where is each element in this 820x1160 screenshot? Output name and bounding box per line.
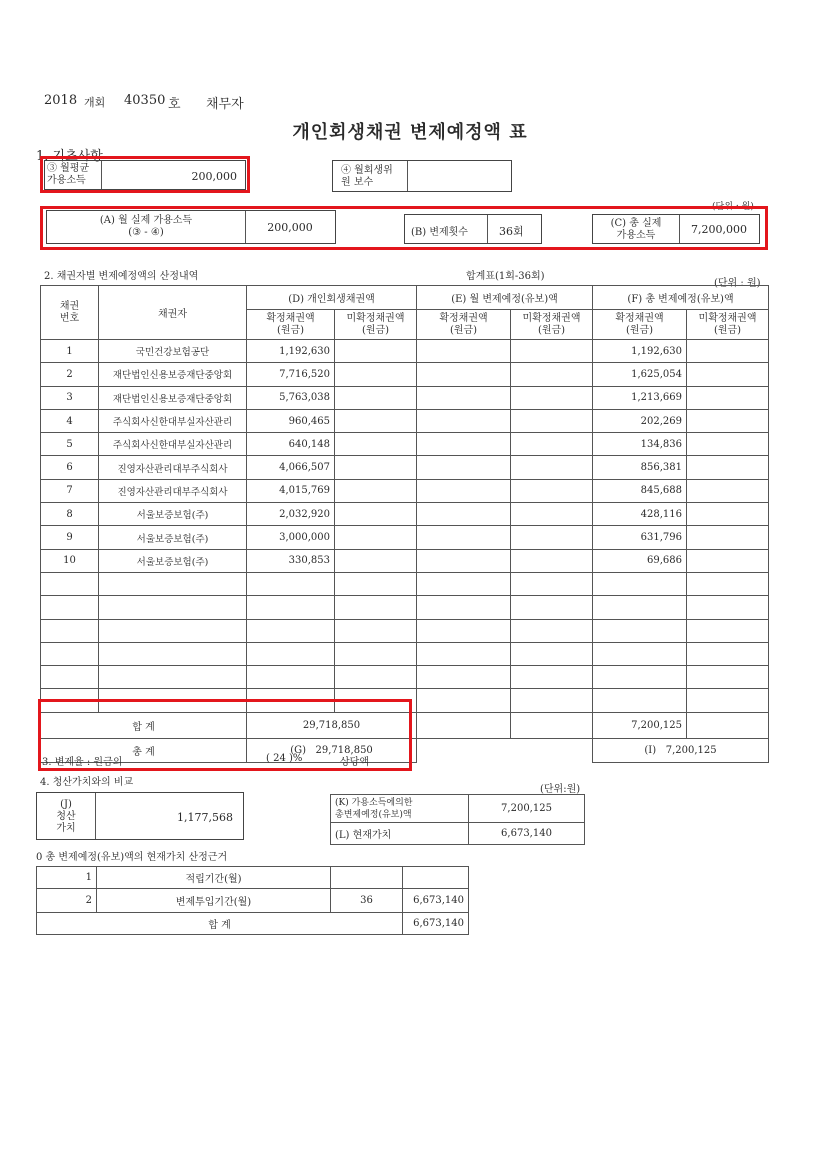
header-e-unconfirmed: 미확정채권액 (원금) — [511, 310, 593, 340]
creditor-cell-e1 — [417, 619, 511, 642]
section2-subtitle: 합계표(1회-36회) — [466, 271, 545, 282]
comparison-table — [330, 794, 585, 845]
l-value: 6,673,140 — [469, 823, 585, 845]
creditor-cell-d1: 2,032,920 — [247, 503, 335, 526]
pv-row-value — [403, 867, 469, 889]
table-row — [37, 889, 469, 913]
creditor-cell-name — [99, 666, 247, 689]
creditor-cell-f2 — [687, 549, 769, 572]
header-case-no: 40350 — [124, 93, 166, 108]
header-f: (F) 총 변제예정(유보)액 — [593, 286, 769, 310]
highlight-available-income-row — [40, 206, 768, 250]
creditor-cell-f2 — [687, 456, 769, 479]
creditor-cell-no — [41, 619, 99, 642]
creditor-cell-f2 — [687, 596, 769, 619]
repayment-rate-label: 3. 변제율 : 원금의 — [42, 757, 123, 768]
available-income-label: (A) 월 실제 가용소득 (③ - ④) — [99, 215, 193, 238]
header-year: 2018 — [44, 93, 78, 108]
present-value-table — [36, 866, 469, 935]
table-row — [41, 572, 769, 595]
pv-row-label: 변제투입기간(월) — [97, 889, 331, 913]
creditor-cell-d2 — [335, 526, 417, 549]
creditor-cell-d2 — [335, 479, 417, 502]
section2-unit: (단위 : 원) — [714, 278, 761, 289]
creditor-cell-name: 국민건강보험공단 — [99, 340, 247, 363]
creditor-cell-f1: 631,796 — [593, 526, 687, 549]
creditor-cell-f1 — [593, 596, 687, 619]
creditor-cell-e2 — [511, 479, 593, 502]
creditor-cell-name: 주식회사신한대부실자산관리 — [99, 433, 247, 456]
creditor-cell-name: 서울보증보험(주) — [99, 526, 247, 549]
creditor-cell-e2 — [511, 642, 593, 665]
trustee-fee-box — [332, 160, 512, 192]
creditor-cell-f1: 134,836 — [593, 433, 687, 456]
table-row — [41, 363, 769, 386]
creditor-cell-name — [99, 619, 247, 642]
creditor-cell-f1 — [593, 619, 687, 642]
table-row — [41, 642, 769, 665]
creditor-cell-e2 — [511, 409, 593, 432]
header-e: (E) 월 변제예정(유보)액 — [417, 286, 593, 310]
pv-sum-value: 6,673,140 — [403, 913, 469, 935]
creditor-cell-e1 — [417, 689, 511, 712]
creditor-cell-e2 — [511, 363, 593, 386]
pv-row-no: 2 — [37, 889, 97, 913]
repayment-count-value: 36회 — [499, 225, 524, 238]
total-label: 총 계 — [41, 738, 247, 762]
liquidation-value-label: (J) 청산 가치 — [56, 799, 76, 834]
creditor-cell-no: 6 — [41, 456, 99, 479]
creditor-cell-f1: 845,688 — [593, 479, 687, 502]
creditor-cell-d1: 1,192,630 — [247, 340, 335, 363]
highlight-monthly-income — [40, 156, 250, 193]
header-f-confirmed: 확정채권액 (원금) — [593, 310, 687, 340]
repayment-rate-value: ( 24 )% — [266, 753, 303, 764]
header-debtor: 채무자 — [206, 97, 244, 112]
creditor-cell-d1 — [247, 596, 335, 619]
creditor-cell-f1: 202,269 — [593, 409, 687, 432]
creditor-cell-f2 — [687, 619, 769, 642]
pv-row-label: 적립기간(월) — [97, 867, 331, 889]
creditor-cell-f1 — [593, 572, 687, 595]
pv-row-months — [331, 867, 403, 889]
creditor-cell-f2 — [687, 572, 769, 595]
section5-title: 0 총 변제예정(유보)액의 현재가치 산정근거 — [36, 852, 228, 863]
table-row — [41, 340, 769, 363]
creditor-cell-name: 진영자산관리대부주식회사 — [99, 456, 247, 479]
header-ho: 호 — [168, 97, 181, 112]
creditor-cell-f2 — [687, 433, 769, 456]
creditor-cell-no: 3 — [41, 386, 99, 409]
creditor-cell-e1 — [417, 596, 511, 619]
creditor-cell-f2 — [687, 363, 769, 386]
creditor-cell-e2 — [511, 549, 593, 572]
creditor-cell-no: 7 — [41, 479, 99, 502]
total-available-income-value: 7,200,000 — [691, 223, 747, 236]
creditor-cell-name: 서울보증보험(주) — [99, 503, 247, 526]
creditor-cell-f1 — [593, 666, 687, 689]
creditor-cell-d2 — [335, 642, 417, 665]
creditor-cell-d2 — [335, 456, 417, 479]
total-i-label: (I) — [644, 744, 657, 756]
table-row — [41, 433, 769, 456]
creditor-cell-e1 — [417, 549, 511, 572]
total-i-value: 7,200,125 — [665, 744, 717, 756]
subtotal-label: 합 계 — [41, 712, 247, 738]
creditor-cell-e2 — [511, 456, 593, 479]
total-g-label: (G) — [290, 744, 306, 756]
section4-unit: (단위:원) — [540, 784, 581, 795]
creditor-cell-e2 — [511, 666, 593, 689]
creditor-cell-f1: 69,686 — [593, 549, 687, 572]
creditor-cell-no: 8 — [41, 503, 99, 526]
creditor-cell-no — [41, 596, 99, 619]
creditor-cell-f2 — [687, 642, 769, 665]
creditor-cell-d2 — [335, 619, 417, 642]
header-d-confirmed: 확정채권액 (원금) — [247, 310, 335, 340]
creditor-cell-no — [41, 642, 99, 665]
creditor-cell-e2 — [511, 689, 593, 712]
creditor-cell-d2 — [335, 340, 417, 363]
table-row — [41, 549, 769, 572]
header-kaehoe: 개회 — [84, 96, 106, 109]
creditor-cell-name — [99, 642, 247, 665]
pv-row-no: 1 — [37, 867, 97, 889]
total-value: 29,718,850 — [315, 744, 373, 756]
creditor-cell-d1: 330,853 — [247, 549, 335, 572]
table-row — [41, 526, 769, 549]
header-d-unconfirmed: 미확정채권액 (원금) — [335, 310, 417, 340]
creditor-cell-no: 1 — [41, 340, 99, 363]
section2-title: 2. 채권자별 변제예정액의 산정내역 — [44, 271, 199, 282]
creditor-cell-e1 — [417, 503, 511, 526]
monthly-income-label: ③ 월평균 가용소득 — [47, 163, 90, 186]
header-creditor-no: 채권 번호 — [41, 286, 99, 340]
creditor-cell-no: 10 — [41, 549, 99, 572]
highlight-totals — [38, 699, 412, 771]
liquidation-value: 1,177,568 — [177, 811, 233, 824]
creditor-cell-d1: 7,716,520 — [247, 363, 335, 386]
table-row — [41, 456, 769, 479]
header-d: (D) 개인회생채권액 — [247, 286, 417, 310]
creditor-cell-e2 — [511, 503, 593, 526]
creditor-cell-e2 — [511, 596, 593, 619]
creditor-cell-d1 — [247, 642, 335, 665]
creditor-cell-f2 — [687, 340, 769, 363]
total-available-income-label: (C) 총 실제 가용소득 — [610, 218, 662, 241]
creditor-cell-d1: 5,763,038 — [247, 386, 335, 409]
table-row — [41, 666, 769, 689]
creditor-cell-name: 재단법인신용보증재단중앙회 — [99, 363, 247, 386]
creditor-cell-name: 재단법인신용보증재단중앙회 — [99, 386, 247, 409]
subtotal-value: 29,718,850 — [247, 712, 417, 738]
creditor-cell-f1: 1,192,630 — [593, 340, 687, 363]
creditor-cell-f2 — [687, 503, 769, 526]
creditor-cell-f2 — [687, 386, 769, 409]
creditor-cell-f2 — [687, 409, 769, 432]
creditor-cell-no: 4 — [41, 409, 99, 432]
header-creditor: 채권자 — [99, 286, 247, 340]
creditor-cell-e1 — [417, 363, 511, 386]
creditor-cell-d2 — [335, 572, 417, 595]
creditor-cell-e2 — [511, 526, 593, 549]
creditor-cell-d2 — [335, 433, 417, 456]
table-row — [41, 479, 769, 502]
pv-sum-label: 합 계 — [37, 913, 403, 935]
section1-title: 1. 기초사항 — [36, 149, 103, 164]
creditor-cell-f1: 428,116 — [593, 503, 687, 526]
creditor-cell-d1 — [247, 666, 335, 689]
creditor-cell-name: 진영자산관리대부주식회사 — [99, 479, 247, 502]
table-row — [41, 409, 769, 432]
creditor-cell-name — [99, 596, 247, 619]
table-row — [41, 619, 769, 642]
header-e-confirmed: 확정채권액 (원금) — [417, 310, 511, 340]
document-title: 개인회생채권 변제예정액 표 — [292, 122, 528, 143]
creditor-cell-e1 — [417, 572, 511, 595]
creditor-cell-d2 — [335, 666, 417, 689]
k-label: (K) 가용소득에의한 총변제예정(유보)액 — [331, 795, 469, 823]
available-income-value: 200,000 — [267, 221, 313, 234]
creditor-cell-e1 — [417, 386, 511, 409]
creditor-cell-d1: 4,066,507 — [247, 456, 335, 479]
creditor-cell-name: 주식회사신한대부실자산관리 — [99, 409, 247, 432]
creditor-cell-d1: 3,000,000 — [247, 526, 335, 549]
pv-row-months: 36 — [331, 889, 403, 913]
creditor-table — [40, 285, 769, 763]
creditor-cell-e2 — [511, 340, 593, 363]
creditor-cell-e1 — [417, 526, 511, 549]
l-label: (L) 현재가치 — [331, 823, 469, 845]
subtotal-f: 7,200,125 — [593, 712, 687, 738]
creditor-cell-e1 — [417, 642, 511, 665]
monthly-income-value: 200,000 — [191, 170, 237, 183]
creditor-cell-e1 — [417, 340, 511, 363]
table-row — [41, 596, 769, 619]
creditor-cell-no — [41, 666, 99, 689]
creditor-cell-e1 — [417, 456, 511, 479]
creditor-cell-name — [99, 572, 247, 595]
creditor-cell-d1: 640,148 — [247, 433, 335, 456]
creditor-cell-e2 — [511, 386, 593, 409]
repayment-rate-suffix: 상당액 — [340, 757, 369, 768]
k-value: 7,200,125 — [469, 795, 585, 823]
creditor-cell-e1 — [417, 666, 511, 689]
creditor-cell-e1 — [417, 433, 511, 456]
creditor-cell-f1: 1,213,669 — [593, 386, 687, 409]
table-row — [41, 503, 769, 526]
section1-unit: (단위 : 원) — [712, 202, 754, 212]
pv-row-value: 6,673,140 — [403, 889, 469, 913]
creditor-cell-d2 — [335, 503, 417, 526]
creditor-cell-d2 — [335, 363, 417, 386]
creditor-cell-f1: 1,625,054 — [593, 363, 687, 386]
creditor-cell-d2 — [335, 596, 417, 619]
total-i-cell — [593, 738, 769, 762]
creditor-cell-f1 — [593, 689, 687, 712]
table-row — [41, 386, 769, 409]
creditor-cell-d1: 4,015,769 — [247, 479, 335, 502]
creditor-cell-f2 — [687, 689, 769, 712]
trustee-fee-label: ④ 월회생위 원 보수 — [341, 165, 393, 188]
creditor-cell-d2 — [335, 409, 417, 432]
repayment-count-label: (B) 변제횟수 — [411, 227, 468, 238]
table-row — [37, 867, 469, 889]
creditor-cell-no: 5 — [41, 433, 99, 456]
creditor-cell-e1 — [417, 409, 511, 432]
creditor-cell-d2 — [335, 549, 417, 572]
creditor-cell-f1 — [593, 642, 687, 665]
creditor-cell-e2 — [511, 572, 593, 595]
creditor-cell-no: 9 — [41, 526, 99, 549]
creditor-cell-no — [41, 572, 99, 595]
creditor-cell-d1 — [247, 572, 335, 595]
creditor-cell-f1: 856,381 — [593, 456, 687, 479]
creditor-cell-d1 — [247, 619, 335, 642]
creditor-cell-e1 — [417, 479, 511, 502]
section4-title: 4. 청산가치와의 비교 — [40, 777, 134, 788]
creditor-cell-d1: 960,465 — [247, 409, 335, 432]
creditor-cell-e2 — [511, 433, 593, 456]
liquidation-value-box — [36, 792, 244, 840]
creditor-cell-d2 — [335, 386, 417, 409]
creditor-cell-no: 2 — [41, 363, 99, 386]
creditor-cell-f2 — [687, 479, 769, 502]
creditor-cell-e2 — [511, 619, 593, 642]
creditor-cell-name: 서울보증보험(주) — [99, 549, 247, 572]
header-f-unconfirmed: 미확정채권액 (원금) — [687, 310, 769, 340]
creditor-cell-f2 — [687, 666, 769, 689]
creditor-cell-f2 — [687, 526, 769, 549]
